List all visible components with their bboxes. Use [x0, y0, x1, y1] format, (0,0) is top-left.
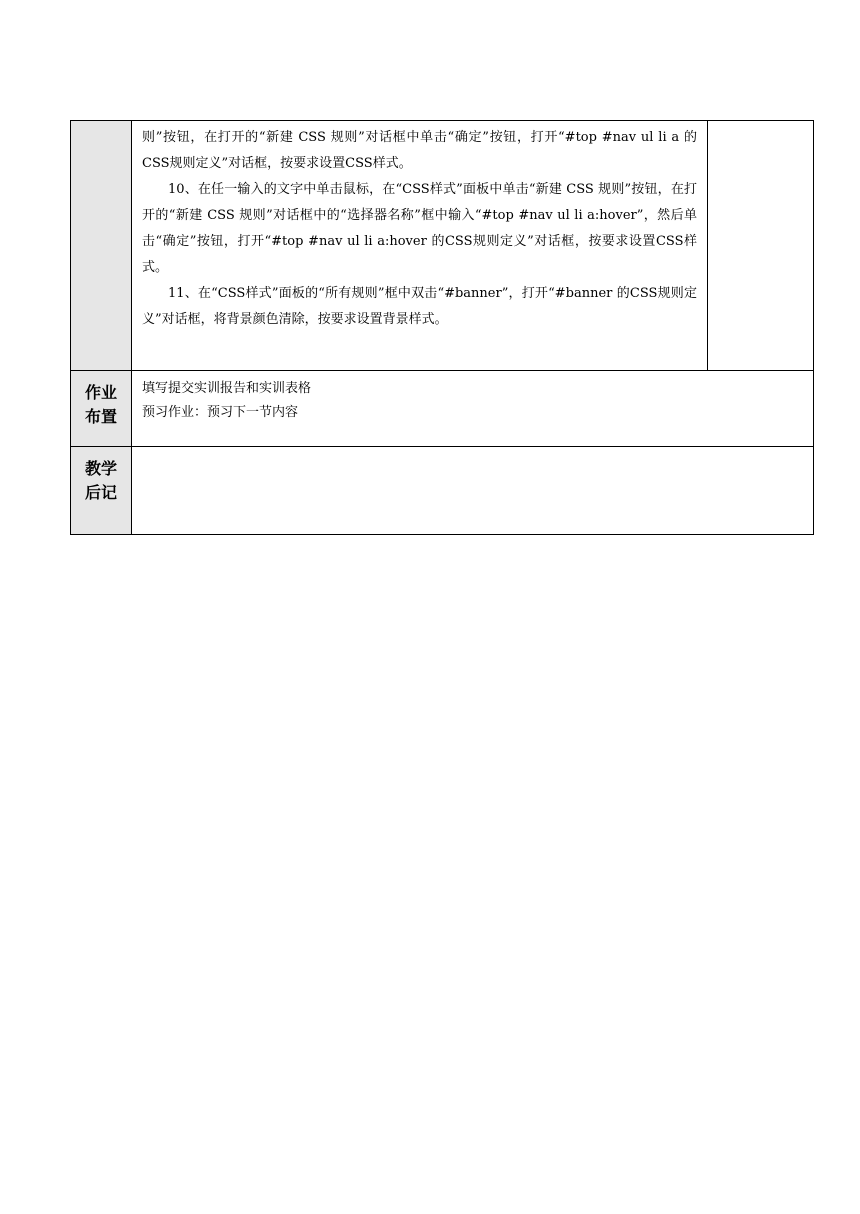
homework-line-preview: 预习作业：预习下一节内容: [142, 405, 299, 420]
procedure-step-11: 11、在“CSS样式”面板的“所有规则”框中双击“#banner”，打开“#banner 的CSS规则定义”对话框，将背景颜色清除，按要求设置背景样式。: [142, 286, 697, 327]
homework-label-cell: [71, 371, 132, 447]
notes-row: [71, 447, 814, 535]
homework-label: 作业 布置: [84, 383, 117, 426]
procedure-paragraph-continued: 则”按钮，在打开的“新建 CSS 规则”对话框中单击“确定”按钮，打开“#top #nav ul li a 的CSS规则定义”对话框，按要求设置CSS样式。: [142, 130, 697, 171]
procedure-step-10: 10、在任一输入的文字中单击鼠标，在“CSS样式”面板中单击“新建 CSS 规则”按钮，在打开的“新建 CSS 规则”对话框中的“选择器名称”框中输入“#top #nav ul li a:hover”，然后单击“确定”按钮，打开“#top #nav ul li a:hover 的CSS规则定义”对话框，按要求设置CSS样式。: [142, 182, 697, 275]
procedure-label-cell: [71, 121, 132, 371]
notes-label: 教学 后记: [84, 459, 117, 502]
lesson-plan-table: [70, 120, 814, 535]
homework-line-report: 填写提交实训报告和实训表格: [142, 381, 312, 396]
notes-label-cell: [71, 447, 132, 535]
homework-content-cell: [132, 371, 814, 447]
homework-row: [71, 371, 814, 447]
notes-content-cell: [132, 447, 814, 535]
procedure-content-cell: [132, 121, 708, 371]
procedure-row: [71, 121, 814, 371]
procedure-side-cell: [708, 121, 814, 371]
